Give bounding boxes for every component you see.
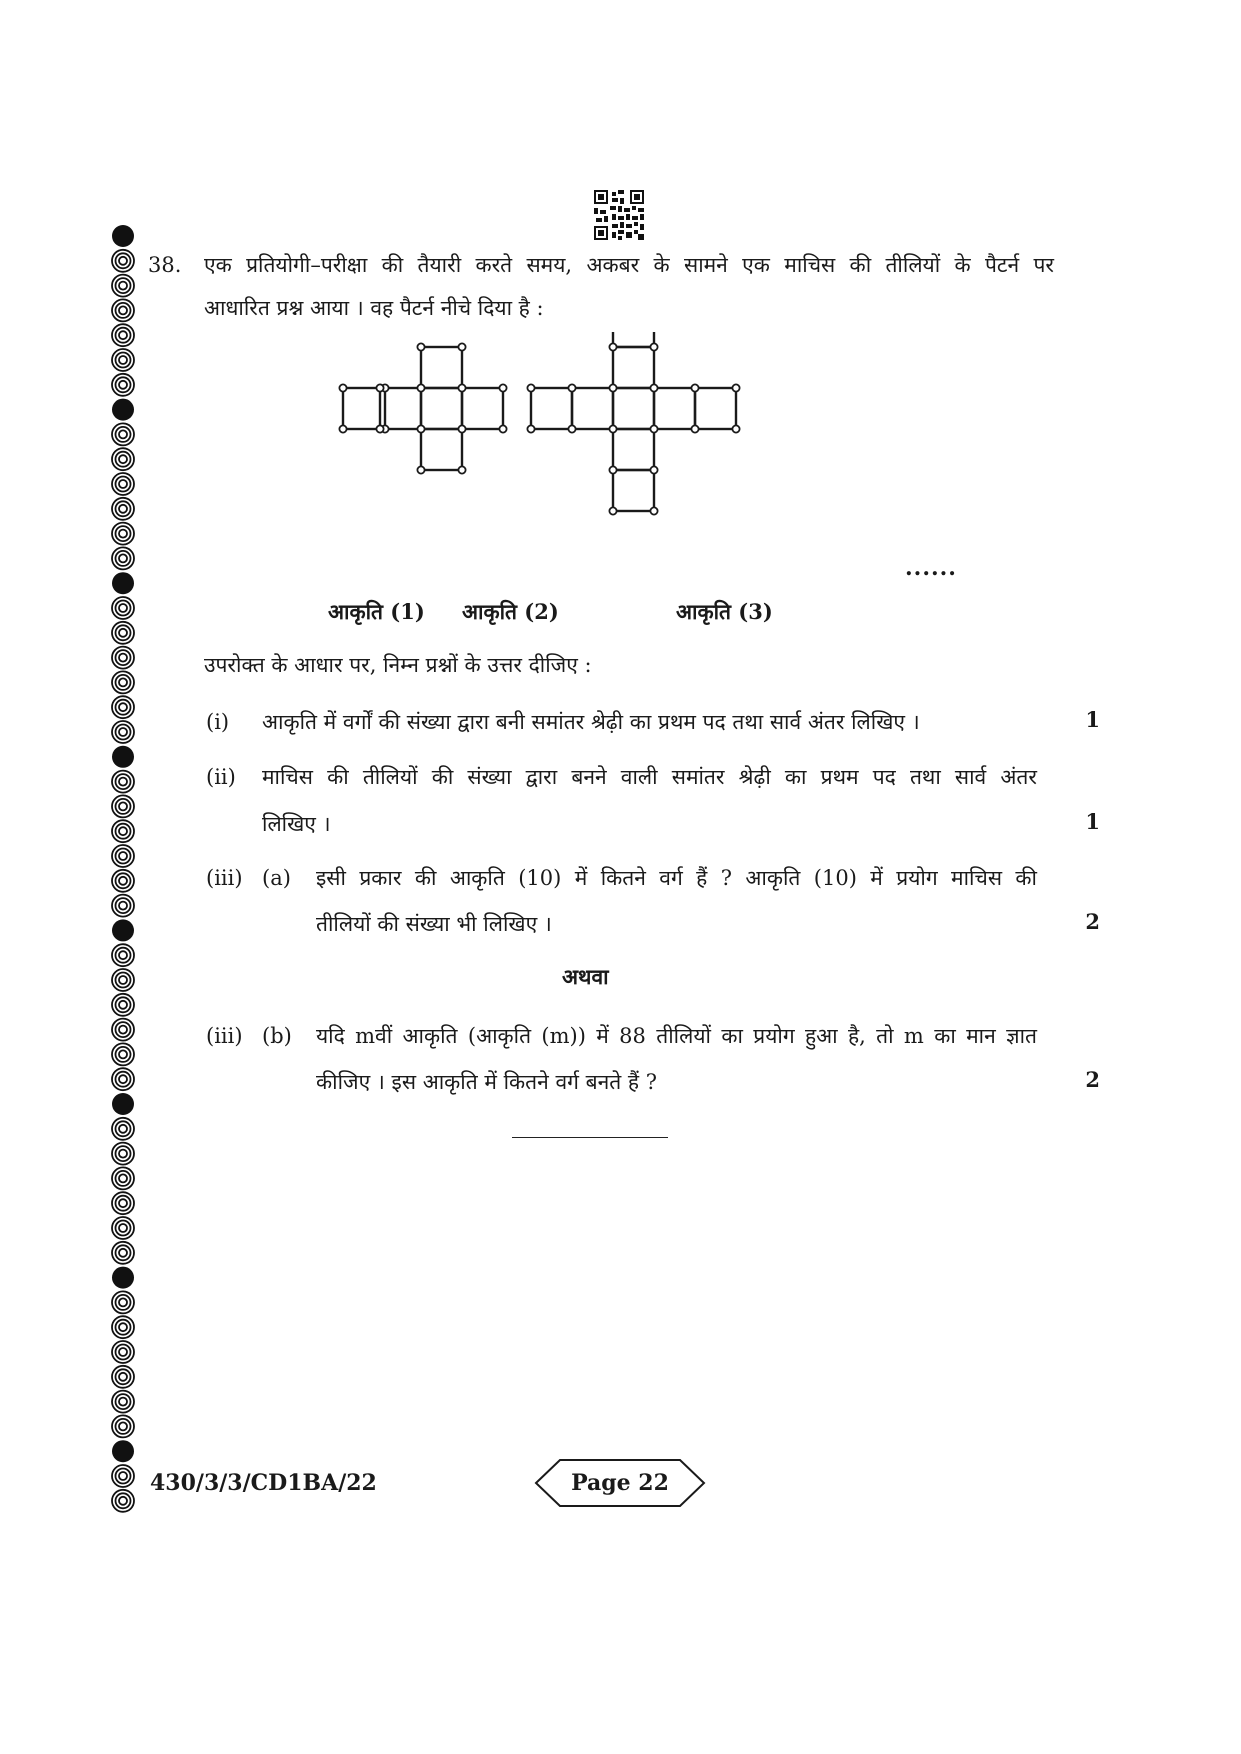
- margin-circle-icon: [112, 647, 134, 669]
- joint-dot: [499, 425, 506, 432]
- part-iii-a-marks: 2: [1085, 909, 1100, 934]
- margin-circle-icon: [112, 498, 134, 520]
- joint-dot: [417, 425, 424, 432]
- joint-dot: [609, 425, 616, 432]
- page-number: Page 22: [571, 1470, 669, 1496]
- margin-circle-icon: [112, 1093, 134, 1115]
- part-iii-a-text-line-1: इसी प्रकार की आकृति (10) में कितने वर्ग हैं ? आकृति (10) में प्रयोग माचिस की: [316, 866, 1037, 890]
- matchstick-joint-dots: [339, 332, 739, 515]
- joint-dot: [499, 384, 506, 391]
- pattern-continuation: ......: [905, 555, 957, 581]
- joint-dot: [339, 384, 346, 391]
- margin-circle-icon: [112, 696, 134, 718]
- margin-circle-icon: [112, 1167, 134, 1189]
- margin-circle-icon: [112, 870, 134, 892]
- margin-circle-icon: [112, 547, 134, 569]
- margin-circle-icon: [112, 1118, 134, 1140]
- figure-1-caption: आकृति (1): [328, 599, 425, 624]
- margin-circle-icon: [112, 1490, 134, 1512]
- question-number: 38.: [148, 253, 182, 277]
- joint-dot: [609, 507, 616, 514]
- margin-circle-icon: [112, 399, 134, 421]
- margin-circle-icon: [112, 671, 134, 693]
- margin-circle-icon: [112, 622, 134, 644]
- joint-dot: [417, 343, 424, 350]
- joint-dot: [732, 384, 739, 391]
- joint-dot: [458, 343, 465, 350]
- margin-circle-icon: [112, 746, 134, 768]
- margin-circle-icon: [112, 349, 134, 371]
- joint-dot: [650, 425, 657, 432]
- joint-dot: [568, 384, 575, 391]
- margin-circle-icon: [112, 1316, 134, 1338]
- margin-circle-icon: [112, 225, 134, 247]
- part-iii-b-label: (iii): [206, 1024, 243, 1048]
- joint-dot: [458, 466, 465, 473]
- end-of-question-rule: [512, 1137, 668, 1138]
- question-text-line-2: आधारित प्रश्न आया । वह पैटर्न नीचे दिया है :: [204, 296, 544, 320]
- part-iii-b-text-line-1: यदि mवीं आकृति (आकृति (m)) में 88 तीलियों का प्रयोग हुआ है, तो m का मान ज्ञात: [316, 1024, 1037, 1048]
- margin-circle-icon: [112, 1043, 134, 1065]
- margin-circle-icon: [112, 1192, 134, 1214]
- or-separator: अथवा: [562, 964, 609, 989]
- margin-circle-icon: [112, 1217, 134, 1239]
- margin-circle-icon: [112, 1143, 134, 1165]
- part-ii-text-line-2: लिखिए ।: [262, 812, 331, 836]
- joint-dot: [458, 384, 465, 391]
- joint-dot: [691, 425, 698, 432]
- paper-code: 430/3/3/CD1BA/22: [150, 1470, 377, 1496]
- joint-dot: [417, 466, 424, 473]
- margin-circle-icon: [112, 1465, 134, 1487]
- margin-circle-icon: [112, 275, 134, 297]
- margin-circle-icon: [112, 1341, 134, 1363]
- joint-dot: [376, 384, 383, 391]
- joint-dot: [650, 507, 657, 514]
- margin-circle-icon: [112, 324, 134, 346]
- margin-circle-icon: [112, 845, 134, 867]
- joint-dot: [650, 466, 657, 473]
- figure-3: [531, 332, 736, 511]
- margin-circle-icon: [112, 1019, 134, 1041]
- margin-circle-icon: [112, 721, 134, 743]
- joint-dot: [609, 466, 616, 473]
- joint-dot: [650, 384, 657, 391]
- margin-circle-icon: [112, 944, 134, 966]
- margin-circle-icon: [112, 1391, 134, 1413]
- joint-dot: [732, 425, 739, 432]
- qr-code-icon: [594, 190, 644, 240]
- part-i-marks: 1: [1085, 707, 1100, 732]
- part-i-label: (i): [206, 710, 230, 734]
- margin-circle-icon: [112, 374, 134, 396]
- margin-circle-icon: [112, 299, 134, 321]
- matchstick-pattern-figures: [330, 332, 850, 576]
- margin-circle-icon: [112, 1366, 134, 1388]
- margin-circle-icon: [112, 795, 134, 817]
- margin-circle-icon: [112, 895, 134, 917]
- part-ii-marks: 1: [1085, 809, 1100, 834]
- margin-circle-icon: [112, 1068, 134, 1090]
- margin-circle-icon: [112, 820, 134, 842]
- part-iii-a-label: (iii): [206, 866, 243, 890]
- figure-2: [380, 347, 503, 470]
- margin-circle-icon: [112, 250, 134, 272]
- part-iii-a-text-line-2: तीलियों की संख्या भी लिखिए ।: [316, 912, 552, 936]
- joint-dot: [609, 343, 616, 350]
- margin-circle-icon: [112, 969, 134, 991]
- margin-circle-icon: [112, 1291, 134, 1313]
- margin-circle-icon: [112, 423, 134, 445]
- part-iii-a-sublabel: (a): [262, 866, 291, 890]
- margin-circle-icon: [112, 771, 134, 793]
- joint-dot: [339, 425, 346, 432]
- part-ii-label: (ii): [206, 765, 236, 789]
- joint-dot: [376, 425, 383, 432]
- part-ii-text-line-1: माचिस की तीलियों की संख्या द्वारा बनने वाली समांतर श्रेढ़ी का प्रथम पद तथा सार्व अंतर: [262, 765, 1037, 789]
- margin-circle-icon: [112, 572, 134, 594]
- part-i-text: आकृति में वर्गों की संख्या द्वारा बनी समांतर श्रेढ़ी का प्रथम पद तथा सार्व अंतर लिखिए ।: [262, 710, 920, 734]
- margin-circle-icon: [112, 1440, 134, 1462]
- joint-dot: [527, 425, 534, 432]
- part-iii-b-text-line-2: कीजिए । इस आकृति में कितने वर्ग बनते हैं ?: [316, 1070, 658, 1094]
- margin-circle-icon: [112, 1415, 134, 1437]
- margin-circle-strip: [108, 224, 138, 1516]
- question-text-line-1: एक प्रतियोगी–परीक्षा की तैयारी करते समय, अकबर के सामने एक माचिस की तीलियों के पैटर्न पर: [204, 253, 1054, 277]
- margin-circle-icon: [112, 523, 134, 545]
- joint-dot: [650, 343, 657, 350]
- instruction-text: उपरोक्त के आधार पर, निम्न प्रश्नों के उत्तर दीजिए :: [204, 653, 592, 677]
- joint-dot: [691, 384, 698, 391]
- margin-circle-icon: [112, 1242, 134, 1264]
- figure-1: [343, 388, 385, 429]
- margin-circle-icon: [112, 1267, 134, 1289]
- part-iii-b-marks: 2: [1085, 1067, 1100, 1092]
- part-iii-b-sublabel: (b): [262, 1024, 292, 1048]
- margin-circle-icon: [112, 473, 134, 495]
- margin-circle-icon: [112, 919, 134, 941]
- margin-circle-icon: [112, 597, 134, 619]
- joint-dot: [527, 384, 534, 391]
- margin-circle-icon: [112, 994, 134, 1016]
- figure-2-caption: आकृति (2): [462, 599, 559, 624]
- joint-dot: [458, 425, 465, 432]
- joint-dot: [609, 384, 616, 391]
- joint-dot: [417, 384, 424, 391]
- joint-dot: [568, 425, 575, 432]
- figure-3-caption: आकृति (3): [676, 599, 773, 624]
- margin-circle-icon: [112, 448, 134, 470]
